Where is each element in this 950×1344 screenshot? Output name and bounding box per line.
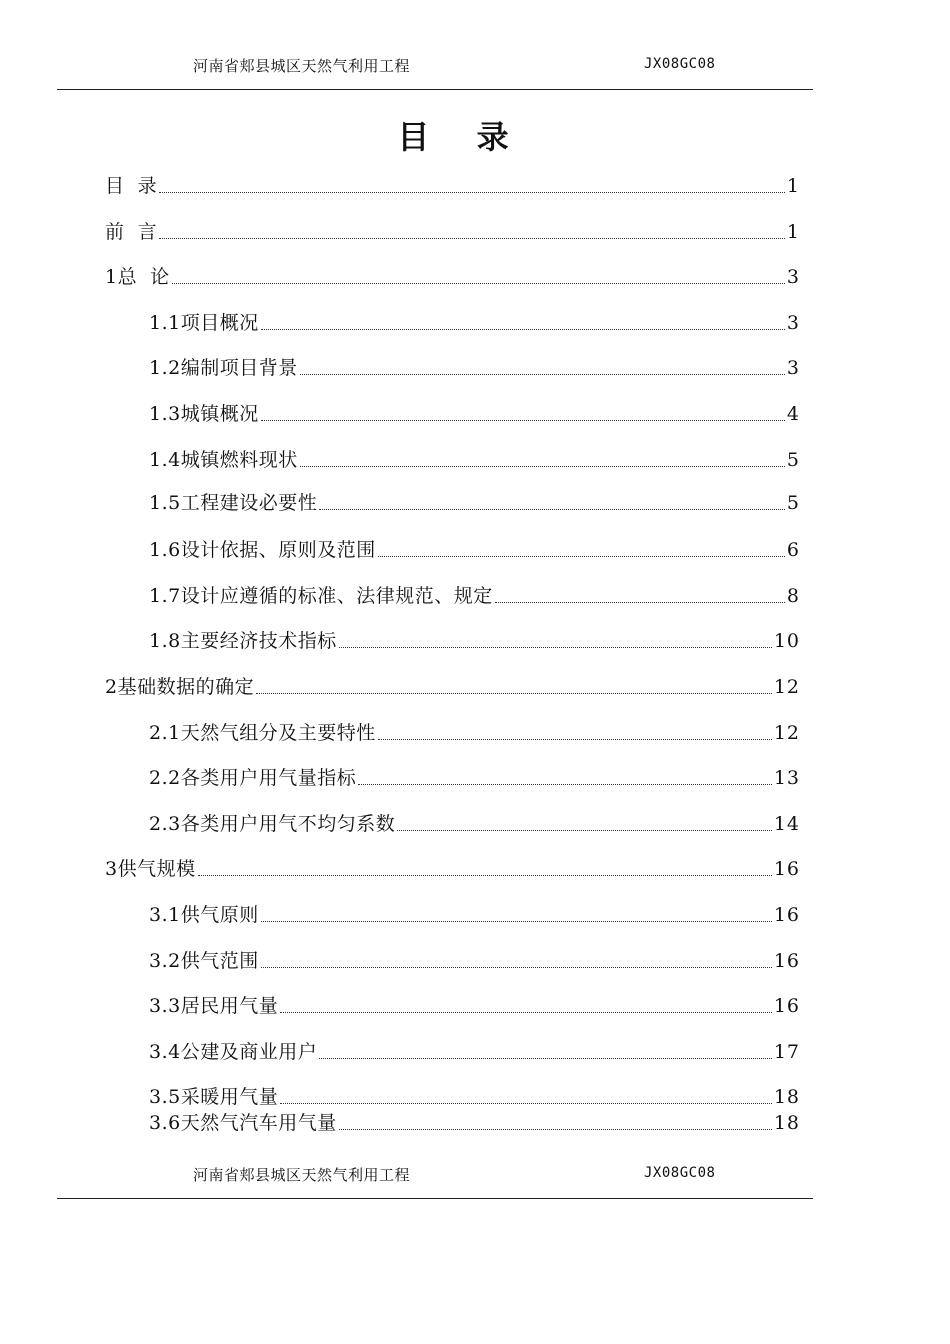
toc-entry-page-number: 10	[773, 630, 800, 652]
footer-project-name: 河南省郏县城区天然气利用工程	[193, 1166, 411, 1184]
toc-entry-label: 2基础数据的确定	[105, 676, 255, 698]
toc-entry-page-number: 16	[773, 904, 800, 926]
toc-entry-page-number: 18	[773, 1086, 800, 1108]
toc-dot-leader	[378, 739, 772, 740]
toc-entry-label: 3.1供气原则	[149, 904, 259, 926]
toc-dot-leader	[198, 875, 772, 876]
toc-entry[interactable]	[0, 993, 950, 1019]
toc-entry[interactable]	[0, 948, 950, 974]
toc-dot-leader	[261, 420, 785, 421]
toc-entry-page-number: 4	[786, 403, 800, 425]
toc-entry-page-number: 1	[786, 221, 800, 243]
toc-entry-label: 1.3城镇概况	[149, 403, 259, 425]
toc-entry-page-number: 3	[786, 266, 800, 288]
toc-entry[interactable]	[0, 765, 950, 791]
toc-entry[interactable]	[0, 1084, 950, 1110]
toc-entry-label: 3.6天然气汽车用气量	[149, 1112, 337, 1134]
toc-dot-leader	[261, 329, 785, 330]
toc-entry-label: 目 录	[105, 175, 158, 197]
toc-entry[interactable]	[0, 1110, 950, 1136]
toc-entry[interactable]	[0, 447, 950, 473]
toc-dot-leader	[358, 784, 772, 785]
toc-entry-label: 1.1项目概况	[149, 312, 259, 334]
header-project-name: 河南省郏县城区天然气利用工程	[193, 57, 411, 75]
toc-entry-label: 1总 论	[105, 266, 170, 288]
toc-entry[interactable]	[0, 264, 950, 290]
toc-entry-label: 3.2供气范围	[149, 950, 259, 972]
toc-entry[interactable]	[0, 490, 950, 516]
toc-entry-label: 1.4城镇燃料现状	[149, 449, 298, 471]
toc-dot-leader	[261, 921, 772, 922]
toc-entry-page-number: 5	[786, 492, 800, 514]
header-document-code: JX08GC08	[644, 56, 716, 72]
toc-entry-label: 1.7设计应遵循的标准、法律规范、规定	[149, 585, 493, 607]
toc-entry[interactable]	[0, 173, 950, 199]
page-title: 目 录	[397, 118, 527, 156]
toc-dot-leader	[319, 1058, 772, 1059]
toc-dot-leader	[172, 283, 785, 284]
toc-entry[interactable]	[0, 219, 950, 245]
toc-entry-label: 1.8主要经济技术指标	[149, 630, 337, 652]
toc-dot-leader	[280, 1103, 772, 1104]
toc-entry-page-number: 12	[773, 676, 800, 698]
toc-entry-page-number: 1	[786, 175, 800, 197]
toc-entry-page-number: 17	[773, 1041, 800, 1063]
toc-entry[interactable]	[0, 1039, 950, 1065]
toc-entry-page-number: 5	[786, 449, 800, 471]
toc-entry[interactable]	[0, 401, 950, 427]
toc-entry-label: 3.3居民用气量	[149, 995, 279, 1017]
toc-entry-page-number: 6	[786, 539, 800, 561]
page-footer	[0, 1164, 950, 1188]
toc-entry-label: 前 言	[105, 221, 158, 243]
toc-dot-leader	[339, 647, 772, 648]
toc-entry-page-number: 16	[773, 858, 800, 880]
footer-rule	[57, 1198, 813, 1199]
footer-document-code: JX08GC08	[644, 1165, 716, 1181]
toc-entry-label: 1.2编制项目背景	[149, 357, 298, 379]
toc-entry-label: 2.2各类用户用气量指标	[149, 767, 357, 789]
toc-dot-leader	[397, 830, 772, 831]
toc-dot-leader	[300, 374, 785, 375]
toc-entry-page-number: 3	[786, 357, 800, 379]
toc-entry[interactable]	[0, 811, 950, 837]
toc-dot-leader	[378, 556, 785, 557]
toc-entry-page-number: 8	[786, 585, 800, 607]
toc-entry-page-number: 13	[773, 767, 800, 789]
toc-entry-label: 3.5采暖用气量	[149, 1086, 279, 1108]
toc-entry-page-number: 16	[773, 995, 800, 1017]
toc-entry-label: 2.3各类用户用气不均匀系数	[149, 813, 396, 835]
toc-entry-page-number: 3	[786, 312, 800, 334]
toc-entry-page-number: 18	[773, 1112, 800, 1134]
toc-entry-label: 1.6设计依据、原则及范围	[149, 539, 376, 561]
toc-entry[interactable]	[0, 674, 950, 700]
toc-entry[interactable]	[0, 628, 950, 654]
toc-dot-leader	[495, 602, 785, 603]
toc-dot-leader	[280, 1012, 772, 1013]
toc-dot-leader	[261, 967, 772, 968]
toc-entry[interactable]	[0, 720, 950, 746]
toc-entry[interactable]	[0, 856, 950, 882]
toc-entry-label: 3.4公建及商业用户	[149, 1041, 318, 1063]
toc-dot-leader	[159, 192, 785, 193]
toc-dot-leader	[159, 238, 785, 239]
toc-entry[interactable]	[0, 537, 950, 563]
toc-entry-label: 3供气规模	[105, 858, 196, 880]
page-header	[0, 55, 950, 79]
toc-dot-leader	[300, 466, 785, 467]
toc-entry[interactable]	[0, 310, 950, 336]
toc-dot-leader	[256, 693, 772, 694]
toc-dot-leader	[339, 1129, 772, 1130]
toc-entry-page-number: 14	[773, 813, 800, 835]
header-rule	[57, 89, 813, 90]
toc-entry[interactable]	[0, 902, 950, 928]
toc-entry[interactable]	[0, 583, 950, 609]
toc-entry[interactable]	[0, 355, 950, 381]
toc-entry-page-number: 12	[773, 722, 800, 744]
toc-dot-leader	[319, 509, 785, 510]
toc-entry-label: 1.5工程建设必要性	[149, 492, 318, 514]
toc-entry-label: 2.1天然气组分及主要特性	[149, 722, 376, 744]
toc-entry-page-number: 16	[773, 950, 800, 972]
